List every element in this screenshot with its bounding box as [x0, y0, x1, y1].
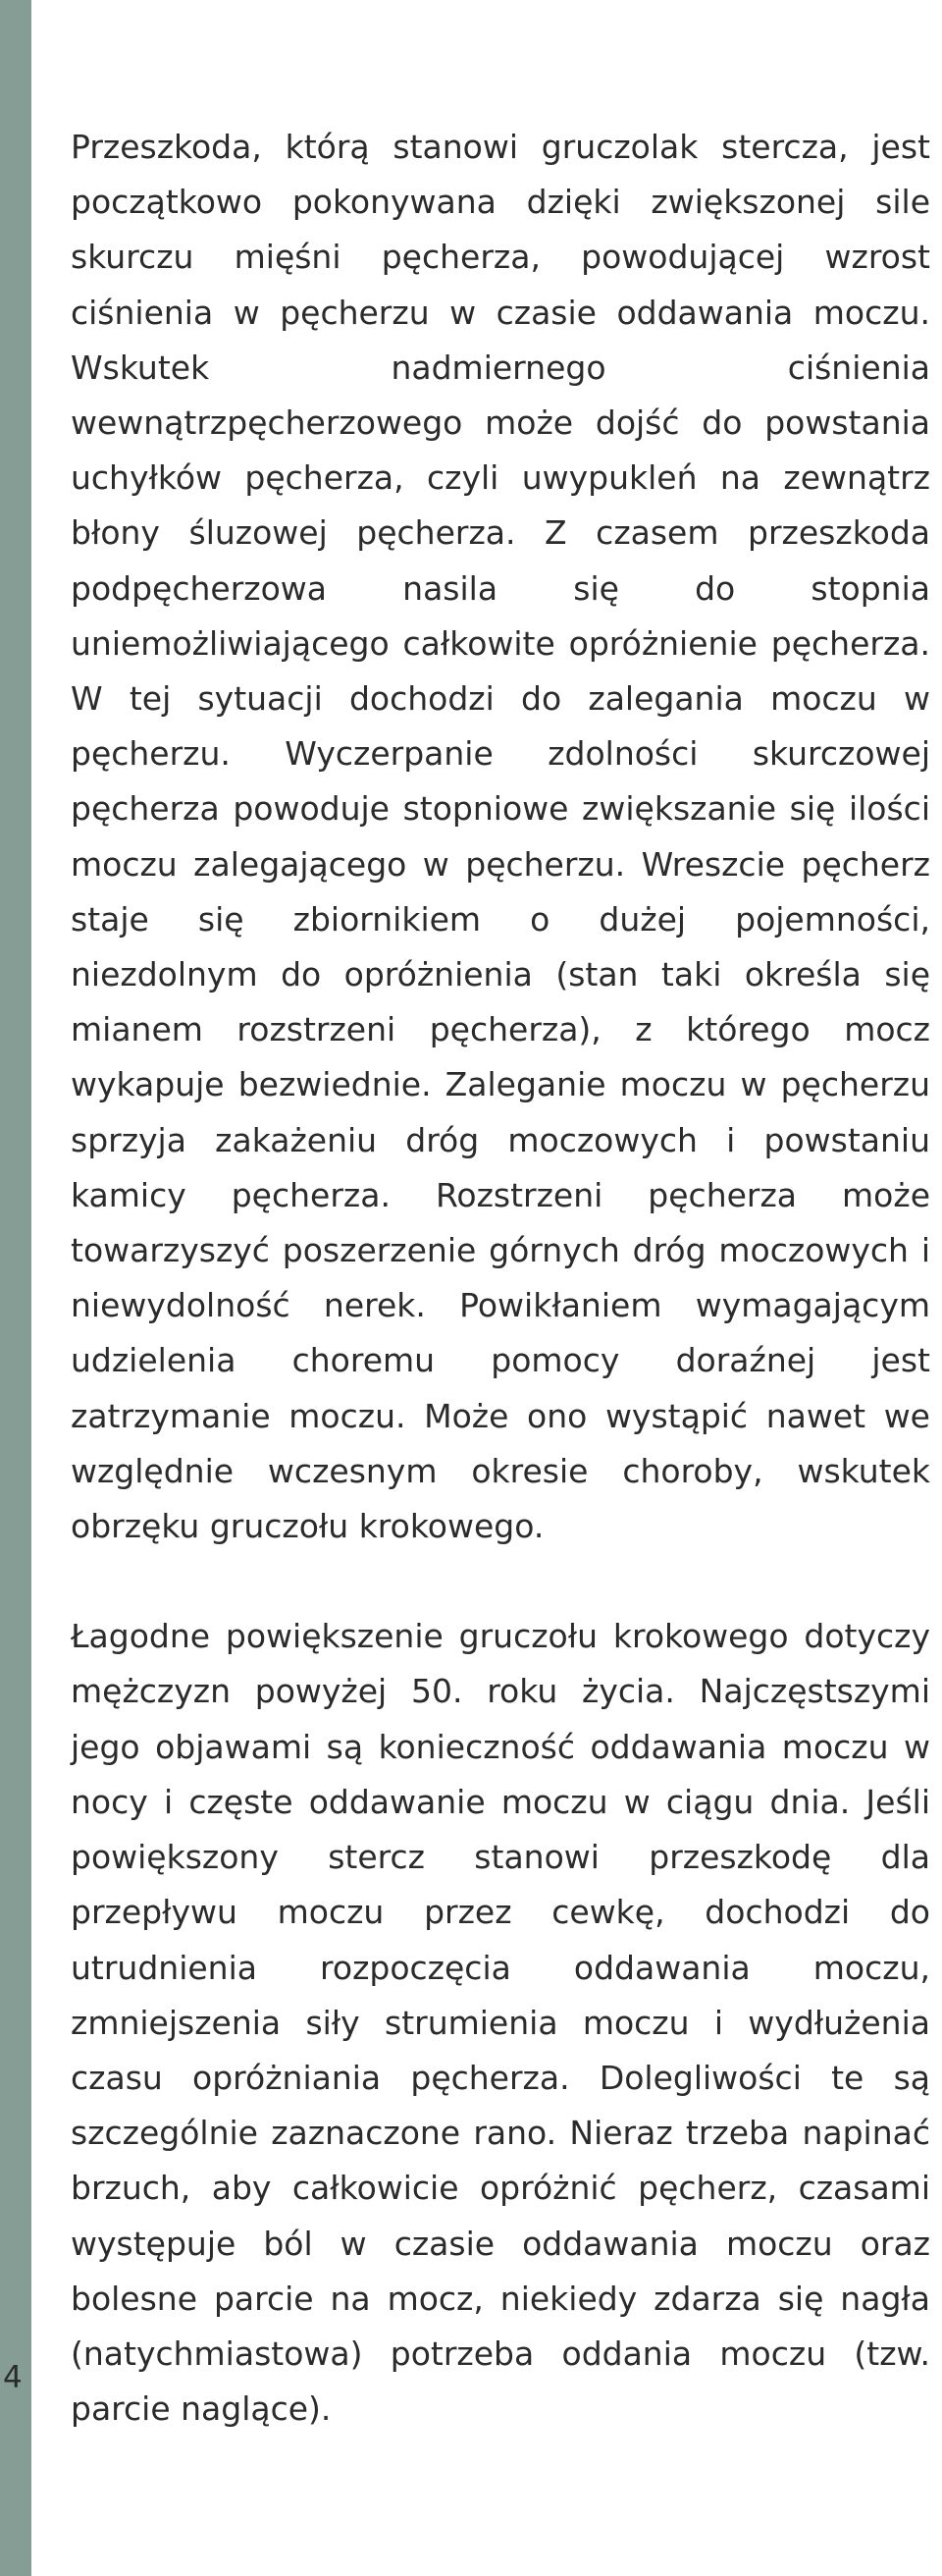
paragraph-prostate-obstruction: Przeszkoda, którą stanowi gruczolak stercza, jest początkowo pokonywana dzięki zwiększonej sile skurczu mięśni pęcherza, powodującej wzrost ciśnienia w pęcherzu w czasie oddawania moczu. Wskutek nadmiernego ciśnienia wewnątrzpęcherzowego może dojść do powstania uchyłków pęcherza, czyli uwypukleń na zewnątrz błony śluzowej pęcherza. Z czasem przeszkoda podpęcherzowa nasila się do stopnia uniemożliwiającego całkowite opróżnienie pęcherza. W tej sytuacji dochodzi do zalegania moczu w pęcherzu. Wyczerpanie zdolności skurczowej pęcherza powoduje stopniowe zwiększanie się ilości moczu zalegającego w pęcherzu. Wreszcie pęcherz staje się zbiornikiem o dużej pojemności, niezdolnym do opróżnienia (stan taki określa się mianem rozstrzeni pęcherza), z którego mocz wykapuje bezwiednie. Zaleganie moczu w pęcherzu sprzyja zakażeniu dróg moczowych i powstaniu kamicy pęcherza. Rozstrzeni pęcherza może towarzyszyć poszerzenie górnych dróg moczowych i niewydolność nerek. Powikłaniem wymagającym udzielenia choremu pomocy doraźnej jest zatrzymanie moczu. Może ono wystąpić nawet we względnie wczesnym okresie choroby, wskutek obrzęku gruczołu krokowego. — [71, 128, 930, 1546]
page-number: 4 — [3, 2360, 23, 2395]
page-side-bar — [0, 0, 31, 2576]
document-body — [71, 120, 930, 2437]
paragraph-prostate-symptoms: Łagodne powiększenie gruczołu krokowego dotyczy mężczyzn powyżej 50. roku życia. Najczęstszymi jego objawami są konieczność oddawania moczu w nocy i częste oddawanie moczu w ciągu dnia. Jeśli powiększony stercz stanowi przeszkodę dla przepływu moczu przez cewkę, dochodzi do utrudnienia rozpoczęcia oddawania moczu, zmniejszenia siły strumienia moczu i wydłużenia czasu opróżniania pęcherza. Dolegliwości te są szczególnie zaznaczone rano. Nieraz trzeba napinać brzuch, aby całkowicie opróżnić pęcherz, czasami występuje ból w czasie oddawania moczu oraz bolesne parcie na mocz, niekiedy zdarza się nagła (natychmiastowa) potrzeba oddania moczu (tzw. parcie naglące). — [71, 1617, 930, 2429]
